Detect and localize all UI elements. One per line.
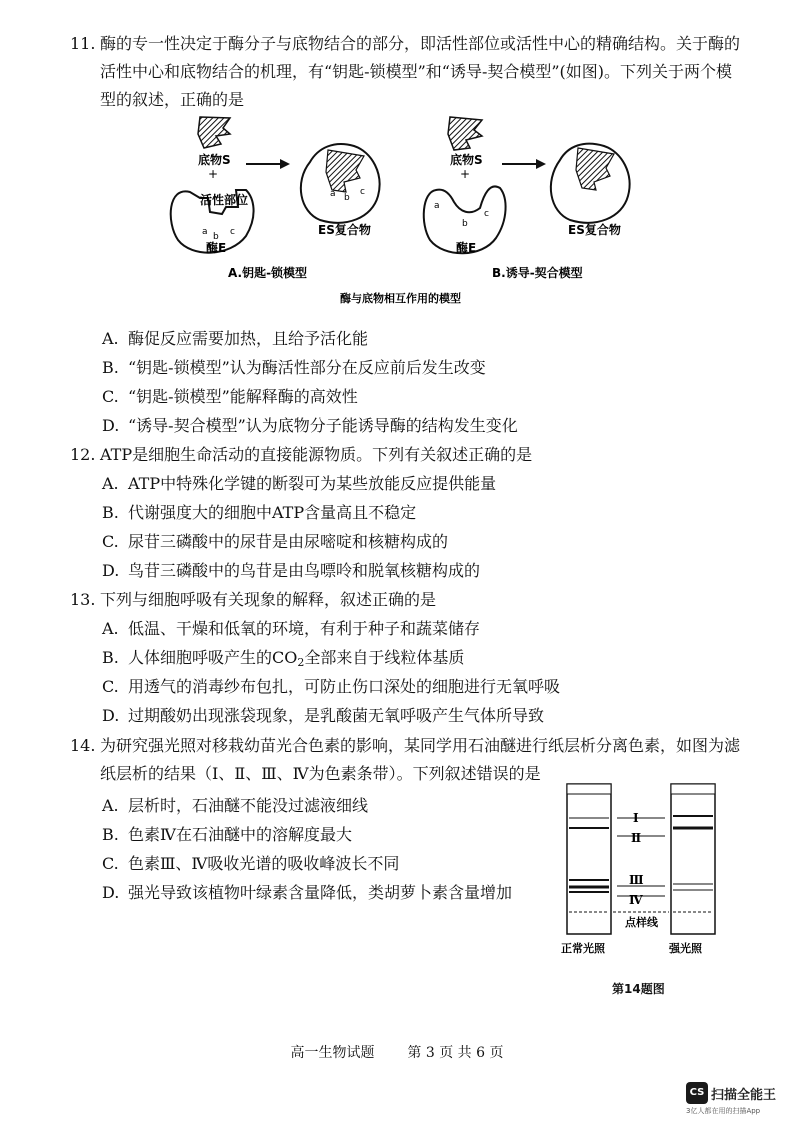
svg-text:a: a [434, 201, 440, 211]
svg-text:c: c [230, 227, 235, 237]
svg-text:c: c [484, 209, 489, 219]
figure-title: 酶与底物相互作用的模型 [340, 292, 461, 305]
q11-option-d: D. “诱导-契合模型”认为底物分子能诱导酶的结构发生变化 [102, 416, 518, 435]
watermark-tagline: 3亿人都在用的扫描App [686, 1107, 761, 1115]
caption-b: B.诱导-契合模型 [492, 266, 583, 280]
q13-number: 13. [70, 590, 96, 609]
q11-option-c: C. “钥匙-锁模型”能解释酶的高效性 [102, 387, 358, 406]
q14-option-a: A. 层析时，石油醚不能没过滤液细线 [102, 796, 369, 815]
q13-option-c: C. 用透气的消毒纱布包扎，可防止伤口深处的细胞进行无氧呼吸 [102, 677, 561, 696]
page-footer [0, 1042, 794, 1062]
q12-option-c: C. 尿苷三磷酸中的尿苷是由尿嘧啶和核糖构成的 [102, 532, 449, 551]
svg-text:c: c [360, 187, 365, 197]
footer-subject: 高一生物试题 [290, 1045, 375, 1061]
svg-text:a: a [202, 227, 208, 237]
q12-option-d: D. 鸟苷三磷酸中的鸟苷是由鸟嘌呤和脱氧核糖构成的 [102, 561, 481, 580]
plus-sign: + [208, 167, 219, 181]
q13-option-d: D. 过期酸奶出现涨袋现象，是乳酸菌无氧呼吸产生气体所导致 [102, 706, 545, 725]
cs-logo-icon: CS [686, 1082, 708, 1104]
normal-light-label: 正常光照 [561, 942, 605, 955]
es-label-b: ES复合物 [568, 223, 621, 237]
chromatography-figure [545, 780, 745, 960]
active-site-label: 活性部位 [200, 193, 249, 207]
q12-option-a: A. ATP中特殊化学键的断裂可为某些放能反应提供能量 [102, 474, 497, 493]
enzyme-label-a: 酶E [206, 241, 227, 255]
q11-stem: 酶的专一性决定于酶分子与底物结合的部分，即活性部位或活性中心的精确结构。关于酶的活性中心和底物结合的机理，有“钥匙-锁模型”和“诱导-契合模型”(如图)。下列关于两个模型的叙述，正确的是 [100, 34, 741, 109]
q13-option-b: B. 人体细胞呼吸产生的$CO_2$全部来自于线粒体基质 [102, 648, 465, 669]
watermark-name: 扫描全能王 [711, 1088, 777, 1103]
footer-page: 第 3 页 共 6 页 [407, 1045, 504, 1061]
svg-text:b: b [462, 219, 468, 229]
substrate-label-b: 底物S [450, 153, 483, 167]
q14-stem: 为研究强光照对移栽幼苗光合色素的影响，某同学用石油醚进行纸层析分离色素，如图为滤纸层析的结果（Ⅰ、Ⅱ、Ⅲ、Ⅳ为色素条带）。下列叙述错误的是 [100, 736, 741, 783]
q14-option-c: C. 色素Ⅲ、Ⅳ吸收光谱的吸收峰波长不同 [102, 854, 400, 873]
q14-figure-caption: 第14题图 [612, 982, 665, 996]
q13-option-a: A. 低温、干燥和低氧的环境，有利于种子和蔬菜储存 [102, 619, 481, 638]
q13-stem: 下列与细胞呼吸有关现象的解释，叙述正确的是 [100, 590, 437, 609]
svg-text:b: b [213, 232, 219, 242]
q14-option-d: D. 强光导致该植物叶绿素含量降低，类胡萝卜素含量增加 [102, 883, 513, 902]
scanner-watermark [686, 1082, 788, 1118]
q11-option-b: B. “钥匙-锁模型”认为酶活性部分在反应前后发生改变 [102, 358, 486, 377]
q11-option-a: A. 酶促反应需要加热，且给予活化能 [102, 329, 369, 348]
svg-text:b: b [344, 193, 350, 203]
q12-stem: ATP是细胞生命活动的直接能源物质。下列有关叙述正确的是 [100, 445, 533, 464]
q14-option-b: B. 色素Ⅳ在石油醚中的溶解度最大 [102, 825, 352, 844]
q12-option-b: B. 代谢强度大的细胞中ATP含量高且不稳定 [102, 503, 417, 522]
es-label-a: ES复合物 [318, 223, 371, 237]
caption-a: A.钥匙-锁模型 [228, 266, 308, 280]
substrate-label: 底物S [198, 153, 231, 167]
origin-label: 点样线 [625, 916, 658, 929]
band-1-label: Ⅰ [633, 811, 639, 825]
band-2-label: Ⅱ [631, 831, 642, 845]
enzyme-model-figure [150, 112, 670, 310]
enzyme-label-b: 酶E [456, 241, 477, 255]
svg-text:+: + [460, 167, 471, 181]
q14-number: 14. [70, 736, 96, 755]
substrate-shape [198, 117, 230, 148]
substrate-shape-b [448, 117, 482, 150]
q12-number: 12. [70, 445, 96, 464]
strong-light-label: 强光照 [669, 942, 702, 955]
band-3-label: Ⅲ [629, 873, 644, 887]
svg-text:a: a [330, 189, 336, 199]
q11-number: 11. [70, 34, 96, 53]
band-4-label: Ⅳ [629, 893, 643, 907]
